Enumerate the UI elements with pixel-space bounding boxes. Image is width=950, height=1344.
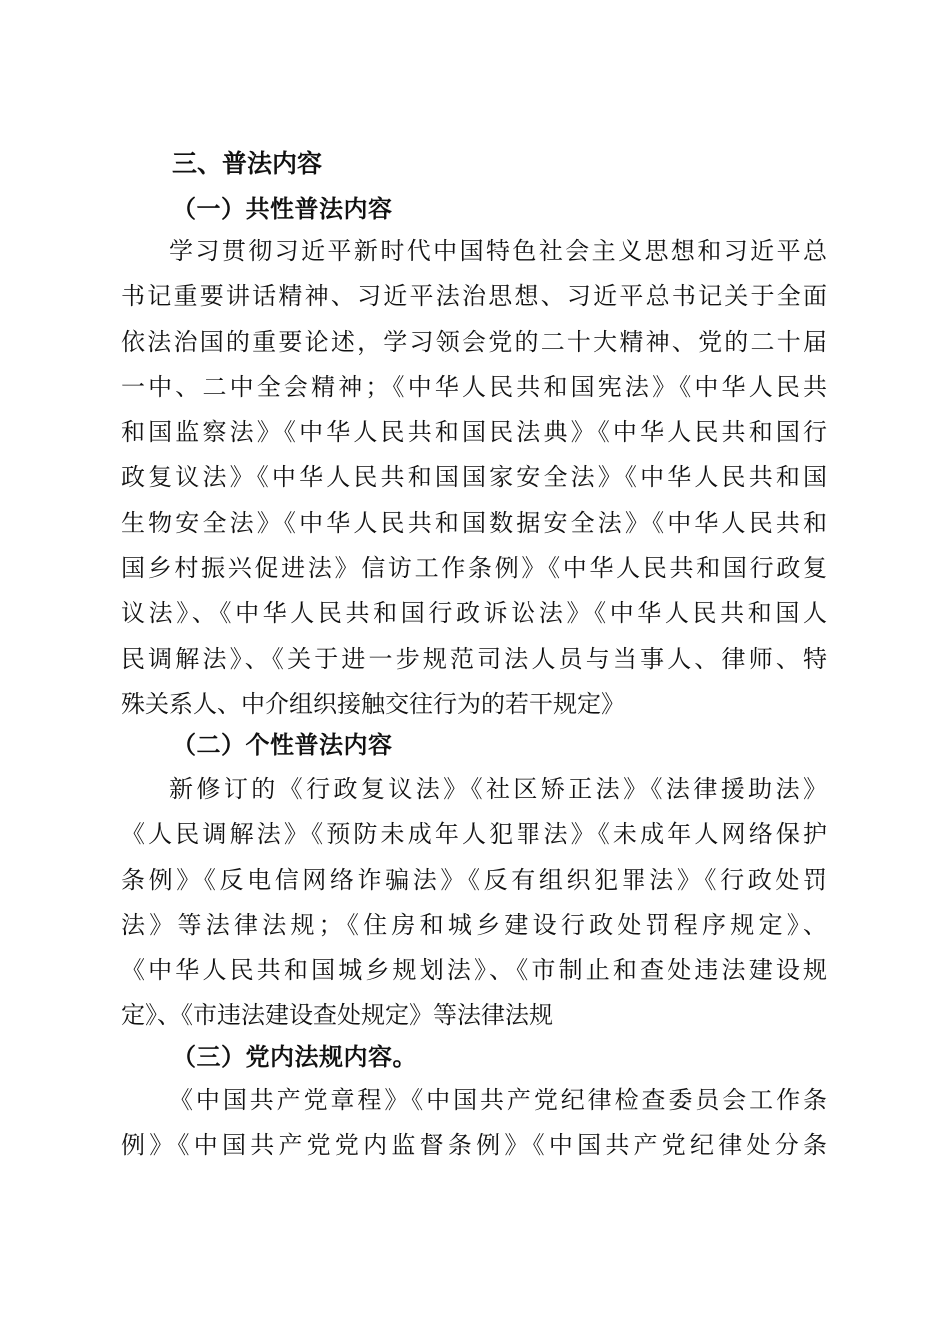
paragraph-line: 《中国共产党章程》《中国共产党纪律检查委员会工作条 — [169, 1086, 827, 1114]
paragraph-line: 例》《中国共产党党内监督条例》《中国共产党纪律处分条 — [121, 1131, 827, 1160]
subsection-3-title: （三）党内法规内容。 — [172, 1043, 417, 1071]
subsection-3-paragraph — [121, 1078, 827, 1169]
paragraph-line: 生物安全法》《中华人民共和国数据安全法》《中华人民共和 — [121, 508, 827, 537]
paragraph-line: 和国监察法》《中华人民共和国民法典》《中华人民共和国行 — [121, 418, 827, 447]
paragraph-line: 政复议法》《中华人民共和国国家安全法》《中华人民共和国 — [121, 463, 827, 492]
paragraph-line: 民调解法》、《关于进一步规范司法人员与当事人、律师、特 — [121, 644, 827, 673]
paragraph-line: 一中、二中全会精神；《中华人民共和国宪法》《中华人民共 — [121, 372, 827, 401]
section-heading: 三、普法内容 — [172, 149, 323, 178]
paragraph-line: 殊关系人、中介组织接触交往行为的若干规定》 — [121, 689, 625, 718]
paragraph-line: 《人民调解法》《预防未成年人犯罪法》《未成年人网络保护 — [121, 820, 827, 849]
paragraph-line: 条例》《反电信网络诈骗法》《反有组织犯罪法》《行政处罚 — [121, 865, 827, 894]
paragraph-line: 《中华人民共和国城乡规划法》、《市制止和查处违法建设规 — [121, 956, 827, 985]
paragraph-line: 议法》、《中华人民共和国行政诉讼法》《中华人民共和国人 — [121, 599, 827, 628]
paragraph-line: 定》、《市违法建设查处规定》等法律法规 — [121, 1001, 553, 1030]
paragraph-line: 书记重要讲话精神、习近平法治思想、习近平总书记关于全面 — [121, 282, 827, 311]
paragraph-line: 新修订的《行政复议法》《社区矫正法》《法律援助法》 — [169, 775, 827, 803]
subsection-1-paragraph — [121, 229, 827, 727]
subsection-2-paragraph — [121, 767, 827, 1039]
subsection-2-title: （二）个性普法内容 — [172, 731, 393, 759]
paragraph-line: 学习贯彻习近平新时代中国特色社会主义思想和习近平总 — [169, 237, 827, 265]
subsection-1-title: （一）共性普法内容 — [172, 195, 393, 223]
paragraph-line: 法》等法律法规；《住房和城乡建设行政处罚程序规定》、 — [121, 910, 827, 939]
paragraph-line: 依法治国的重要论述，学习领会党的二十大精神、党的二十届 — [121, 327, 827, 356]
paragraph-line: 国乡村振兴促进法》信访工作条例》《中华人民共和国行政复 — [121, 554, 827, 583]
